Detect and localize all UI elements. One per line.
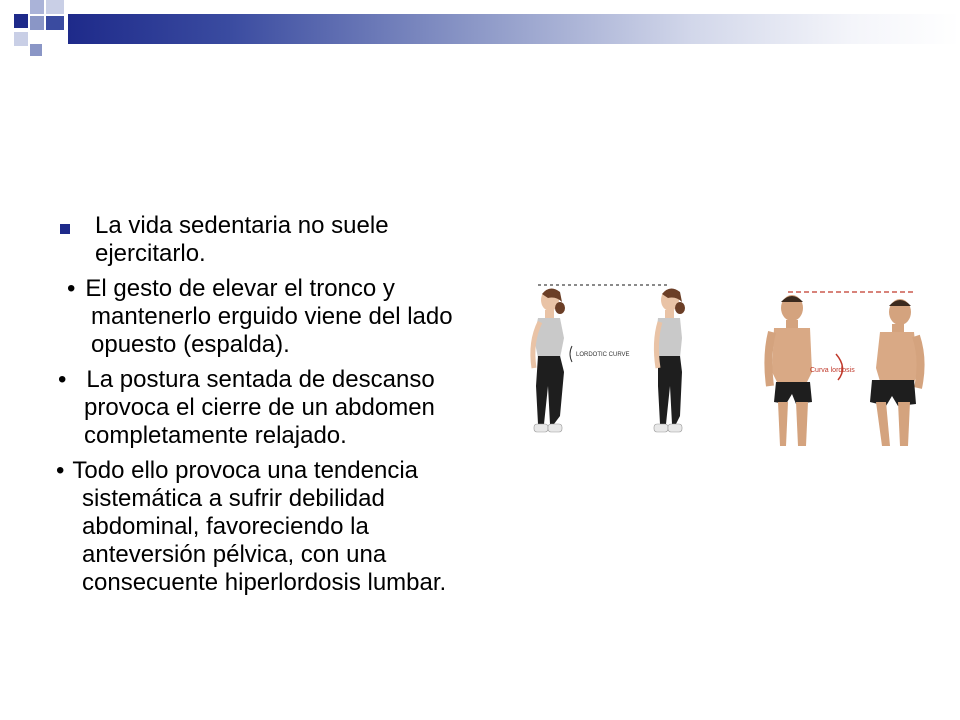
decor-square-mid [30,44,42,56]
lordotic-curve-label: LORDOTIC CURVE [576,352,630,358]
woman-figure-lordotic [533,288,565,432]
bullet-text: La vida sedentaria no suele ejercitarlo. [95,212,389,267]
list-item [56,275,466,359]
dot-bullet: • [56,457,65,484]
posture-comparison-image [520,276,930,452]
header-gradient-bar [68,14,960,44]
decor-square-dark [46,16,64,30]
list-item [56,212,466,268]
list-item [56,457,466,597]
decor-square-mid [30,16,44,30]
woman-figure-correct [654,288,685,432]
dot-bullet: • [58,366,67,393]
curva-lordosis-label: Curva lordosis [810,367,855,374]
decor-square-light [30,0,44,14]
square-bullet-icon [60,224,70,234]
dot-bullet: • [67,275,76,302]
decor-square-light [46,0,64,14]
posture-woman-panel [533,285,685,432]
slide-body [56,212,466,604]
list-item [56,366,466,450]
decor-square-dark [14,14,28,28]
bullet-text: Todo ello provoca una tendencia sistemática a sufrir debilidad abdominal, favoreciendo la anteversión pélvica, con una consecuente hiperlordosis lumbar. [72,457,447,596]
bullet-text: La postura sentada de descanso provoca el cierre de un abdomen completamente relajado. [84,366,435,449]
posture-man-panel [768,276,930,452]
bullet-text: El gesto de elevar el tronco y mantenerlo erguido viene del lado opuesto (espalda). [85,275,453,358]
decor-square-light [14,32,28,46]
